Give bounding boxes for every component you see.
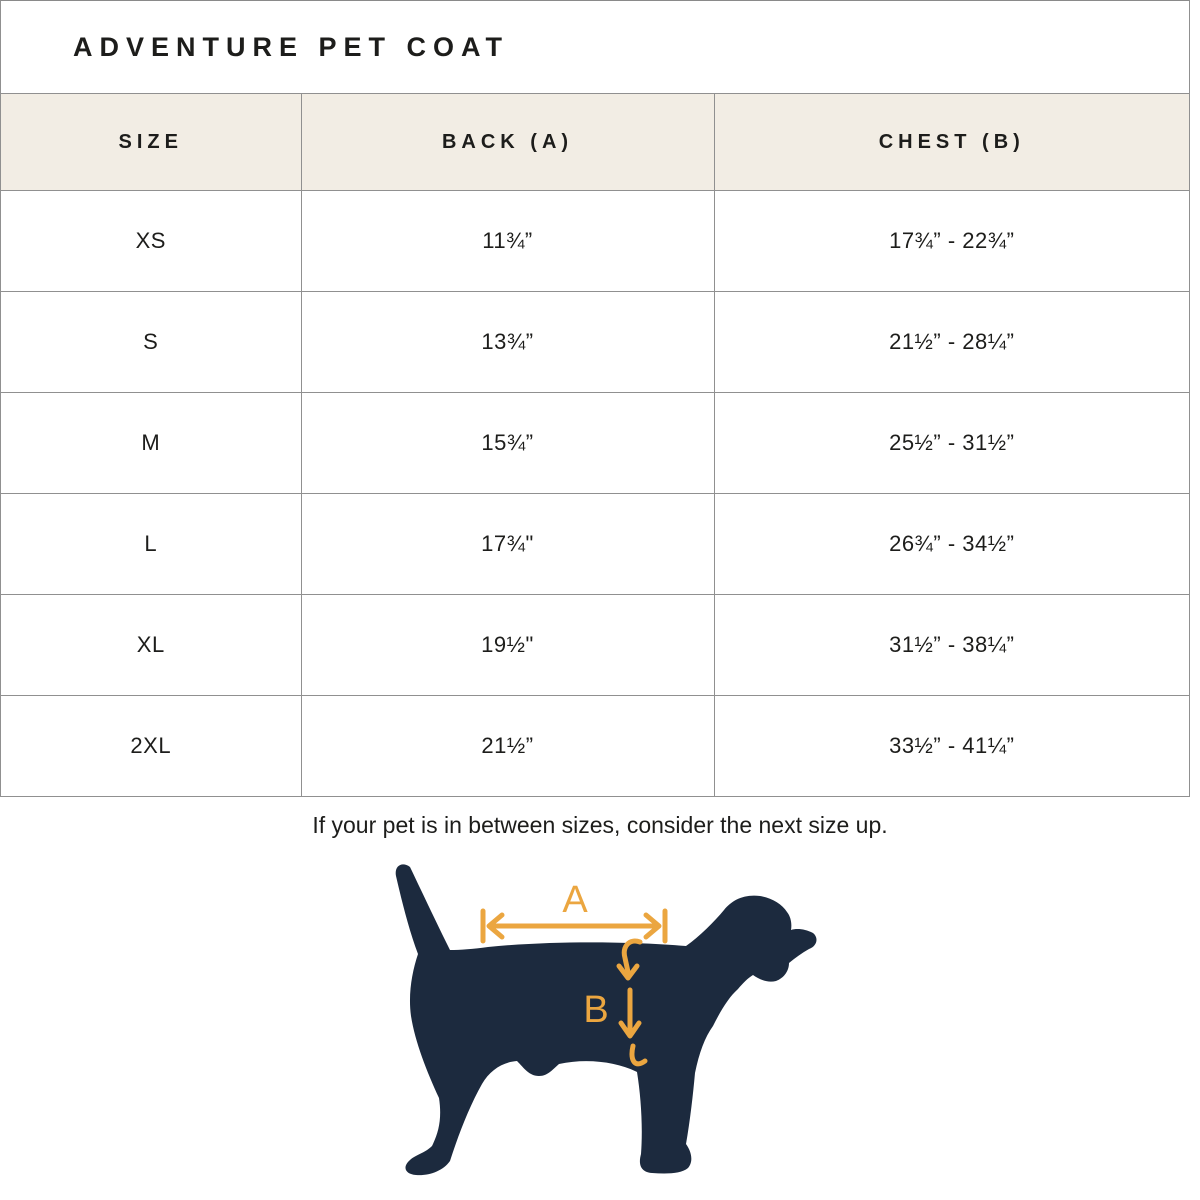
cell-size: XS xyxy=(1,191,301,292)
table-row xyxy=(1,191,1189,292)
header-row xyxy=(1,94,1189,191)
cell-chest: 17¾” - 22¾” xyxy=(714,191,1189,292)
label-b: B xyxy=(583,989,609,1031)
cell-back: 11¾” xyxy=(301,191,714,292)
title-block xyxy=(1,1,1189,94)
cell-back: 17¾" xyxy=(301,494,714,595)
between-sizes-note: If your pet is in between sizes, consider the next size up. xyxy=(312,812,888,838)
cell-back: 13¾” xyxy=(301,292,714,393)
chart-title: ADVENTURE PET COAT xyxy=(73,31,510,62)
column-header-chest: CHEST (B) xyxy=(714,94,1189,191)
cell-chest: 25½” - 31½” xyxy=(714,393,1189,494)
cell-size: M xyxy=(1,393,301,494)
dog-measurement-diagram xyxy=(388,860,834,1196)
cell-size: 2XL xyxy=(1,696,301,797)
column-header-size: SIZE xyxy=(1,94,301,191)
table-row xyxy=(1,696,1189,797)
cell-back: 19½" xyxy=(301,595,714,696)
cell-size: S xyxy=(1,292,301,393)
cell-chest: 26¾” - 34½” xyxy=(714,494,1189,595)
table-row xyxy=(1,292,1189,393)
cell-chest: 21½” - 28¼” xyxy=(714,292,1189,393)
column-header-back: BACK (A) xyxy=(301,94,714,191)
cell-size: XL xyxy=(1,595,301,696)
table-row xyxy=(1,393,1189,494)
cell-chest: 33½” - 41¼” xyxy=(714,696,1189,797)
table-row xyxy=(1,494,1189,595)
size-table xyxy=(1,94,1189,796)
label-a: A xyxy=(562,879,588,921)
cell-chest: 31½” - 38¼” xyxy=(714,595,1189,696)
cell-size: L xyxy=(1,494,301,595)
cell-back: 21½” xyxy=(301,696,714,797)
cell-back: 15¾” xyxy=(301,393,714,494)
table-row xyxy=(1,595,1189,696)
